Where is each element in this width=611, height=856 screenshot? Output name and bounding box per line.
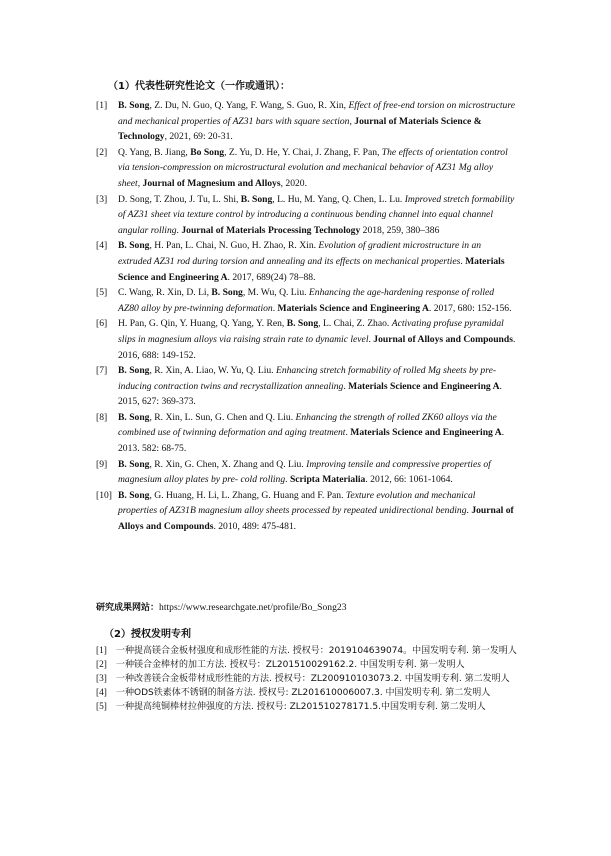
patent-text: 一种提高镁合金板材强度和成形性能的方法. 授权号：2019104639074。中国发明专利. 第一发明人 <box>116 646 517 656</box>
paper-item <box>96 192 516 239</box>
patent-item <box>96 673 526 687</box>
citation-text: . 2010, 489: 475-481. <box>213 521 297 533</box>
paper-number: [8] <box>96 411 108 423</box>
paper-number: [10] <box>96 489 112 501</box>
citation-text: . <box>285 474 290 486</box>
paper-number: [3] <box>96 193 108 205</box>
citation-text: . <box>272 302 278 314</box>
patent-item <box>96 687 526 701</box>
bold-text: B. Song <box>118 240 150 252</box>
citation-text: , L. Chai, Z. Zhao. <box>318 318 392 330</box>
citation-text: . <box>343 380 349 392</box>
paper-item <box>96 488 516 535</box>
patent-text: 一种改善镁合金板带材成形性能的方法. 授权号：ZL200910103073.2. 中国发明专利. 第二发明人 <box>116 674 510 685</box>
citation-text: , 2021, 69: 20-31. <box>164 131 233 143</box>
paper-number: [1] <box>96 100 108 111</box>
citation-text: . 2015, 627: 369-373. <box>118 380 502 408</box>
website-label: 研究成果网站： <box>96 603 160 613</box>
patent-number: [4] <box>96 688 107 699</box>
citation-text: H. Pan, G. Qin, Y. Huang, Q. Yang, Y. Ren, <box>118 318 287 330</box>
bold-text: B. Song <box>118 411 150 423</box>
bold-text: Materials Science and Engineering A <box>348 380 500 392</box>
patent-item <box>96 701 526 715</box>
patent-text: 一种镁合金棒材的加工方法. 授权号：ZL201510029162.2. 中国发明专利. 第一发明人 <box>116 660 465 671</box>
website-url[interactable]: https://www.researchgate.net/profile/Bo_Song23 <box>159 602 347 613</box>
bold-text: B. Song <box>286 318 319 330</box>
paper-number: [9] <box>96 458 108 470</box>
bold-text: B. Song <box>118 365 150 377</box>
paper-item <box>96 145 516 192</box>
citation-text: 2018, 259, 380–386 <box>360 224 440 236</box>
paper-number: [4] <box>96 240 108 252</box>
paper-item <box>96 363 516 410</box>
citation-text: , R. Xin, A. Liao, W. Yu, Q. Liu. <box>149 365 276 377</box>
paper-number: [6] <box>96 318 108 330</box>
citation-text: , L. Hu, M. Yang, Q. Chen, L. Lu. <box>272 193 405 205</box>
citation-text: . 2017, 689(24) 78–88. <box>227 271 316 283</box>
citation-text: Q. Yang, B. Jiang, <box>118 146 191 158</box>
citation-text: , Z. Du, N. Guo, Q. Yang, F. Wang, S. Guo, R. Xin, <box>149 100 349 111</box>
paper-title: Effect of free-end torsion on microstructure and mechanical properties of AZ31 bars with square section <box>118 100 515 127</box>
paper-item <box>96 410 516 457</box>
patent-text: 一种提高纯铜棒材拉伸强度的方法. 授权号: ZL201510278171.5.中国发明专利. 第二发明人 <box>116 702 486 713</box>
bold-text: Journal of Materials Processing Technology <box>181 224 361 236</box>
paper-number: [5] <box>96 287 108 299</box>
bold-text: B. Song <box>118 100 150 111</box>
bold-text: Journal of Alloys and Compounds <box>118 505 514 533</box>
citation-text: . 2016, 688: 149-152. <box>118 333 516 361</box>
paper-title: Enhancing stretch formability of rolled Mg sheets by pre-inducing contraction twins and recrystallization annealing <box>118 365 497 392</box>
patent-item <box>96 659 526 673</box>
bold-text: Journal of Alloys and Compounds <box>373 333 513 345</box>
research-website <box>96 600 347 613</box>
citation-text: . 2013. 582: 68-75. <box>118 427 505 455</box>
patent-number: [3] <box>96 674 107 685</box>
bold-text: B. Song <box>118 489 150 501</box>
citation-text: , M. Wu, Q. Liu. <box>242 287 309 299</box>
paper-title: Texture evolution and mechanical properties of AZ31B magnesium alloy sheets processed by repeated unidirectional bending <box>118 489 476 517</box>
patent-number: [1] <box>96 646 107 656</box>
patent-item <box>96 645 526 659</box>
citation-text: C. Wang, R. Xin, D. Li, <box>118 287 212 299</box>
paper-item <box>96 98 516 145</box>
paper-title: Improving tensile and compressive properties of magnesium alloy plates by pre- cold rolling <box>118 458 491 486</box>
paper-item <box>96 316 516 363</box>
citation-text: , R. Xin, L. Sun, G. Chen and Q. Liu. <box>149 411 296 423</box>
citation-text: , H. Pan, L. Chai, N. Guo, H. Zhao, R. Xin. <box>149 240 319 252</box>
citation-text: , R. Xin, G. Chen, X. Zhang and Q. Liu. <box>149 458 307 470</box>
paper-title: Activating profuse pyramidal slips in magnesium alloys via raising strain rate to dynamic level <box>118 318 504 345</box>
paper-item <box>96 285 516 316</box>
paper-title: Evolution of gradient microstructure in an extruded AZ31 rod during torsion and annealing and its effects on mechanical properties <box>118 240 482 267</box>
section-title-papers: （1）代表性研究性论文（一作或通讯）： <box>108 81 290 92</box>
citation-text: , 2020. <box>280 177 307 189</box>
bold-text: Journal of Magnesium and Alloys <box>142 177 281 189</box>
patent-text: 一种ODS铁素体不锈钢的制备方法. 授权号: ZL201610006007.3. 中国发明专利. 第二发明人 <box>116 688 491 699</box>
bold-text: B. Song <box>240 193 273 205</box>
paper-title: Enhancing the strength of rolled ZK60 alloys via the combined use of twinning deformation and aging treatment <box>118 411 497 439</box>
citation-text: , <box>137 177 143 189</box>
bold-text: Materials Science and Engineering A <box>118 255 505 283</box>
citation-text: . <box>345 427 351 439</box>
bold-text: Bo Song <box>190 146 225 158</box>
section-title-patents: （2）授权发明专利 <box>104 629 191 640</box>
citation-text: D. Song, T. Zhou, J. Tu, L. Shi, <box>118 193 241 205</box>
bold-text: Materials Science and Engineering A <box>350 427 502 439</box>
citation-text: , <box>349 115 355 127</box>
paper-item <box>96 238 516 285</box>
bold-text: B. Song <box>118 458 150 470</box>
citation-text: . <box>466 505 472 517</box>
bold-text: B. Song <box>211 287 243 299</box>
bold-text: Journal of Materials Science & Technology <box>118 115 482 143</box>
patent-list <box>96 645 526 715</box>
citation-text: . <box>460 255 466 267</box>
citation-text: . 2012, 66: 1061-1064. <box>365 474 453 486</box>
paper-number: [2] <box>96 146 108 158</box>
citation-text: . 2017, 680: 152-156. <box>428 302 512 314</box>
citation-text: . <box>368 333 374 345</box>
bold-text: Materials Science and Engineering A <box>277 302 429 314</box>
patent-number: [5] <box>96 702 107 713</box>
citation-text: , Z. Yu, D. He, Y. Chai, J. Zhang, F. Pan, <box>224 146 382 158</box>
citation-text: , G. Huang, H. Li, L. Zhang, G. Huang and F. Pan. <box>149 489 346 501</box>
patent-number: [2] <box>96 660 107 671</box>
paper-item <box>96 457 516 488</box>
paper-number: [7] <box>96 365 108 377</box>
paper-title: Improved stretch formability of AZ31 sheet via texture control by introducing a continuous bending channel into equal channel angular rolling <box>118 193 515 236</box>
paper-title: The effects of orientation control via tension-compression on microstructural evolution and mechanical behavior of AZ31 Mg alloy sheet <box>118 146 508 189</box>
bold-text: Scripta Materialia <box>289 474 366 486</box>
citation-text: . <box>176 224 182 236</box>
paper-title: Enhancing the age-hardening response of rolled AZ80 alloy by pre-twinning deformation <box>118 287 495 314</box>
paper-list <box>96 98 516 535</box>
